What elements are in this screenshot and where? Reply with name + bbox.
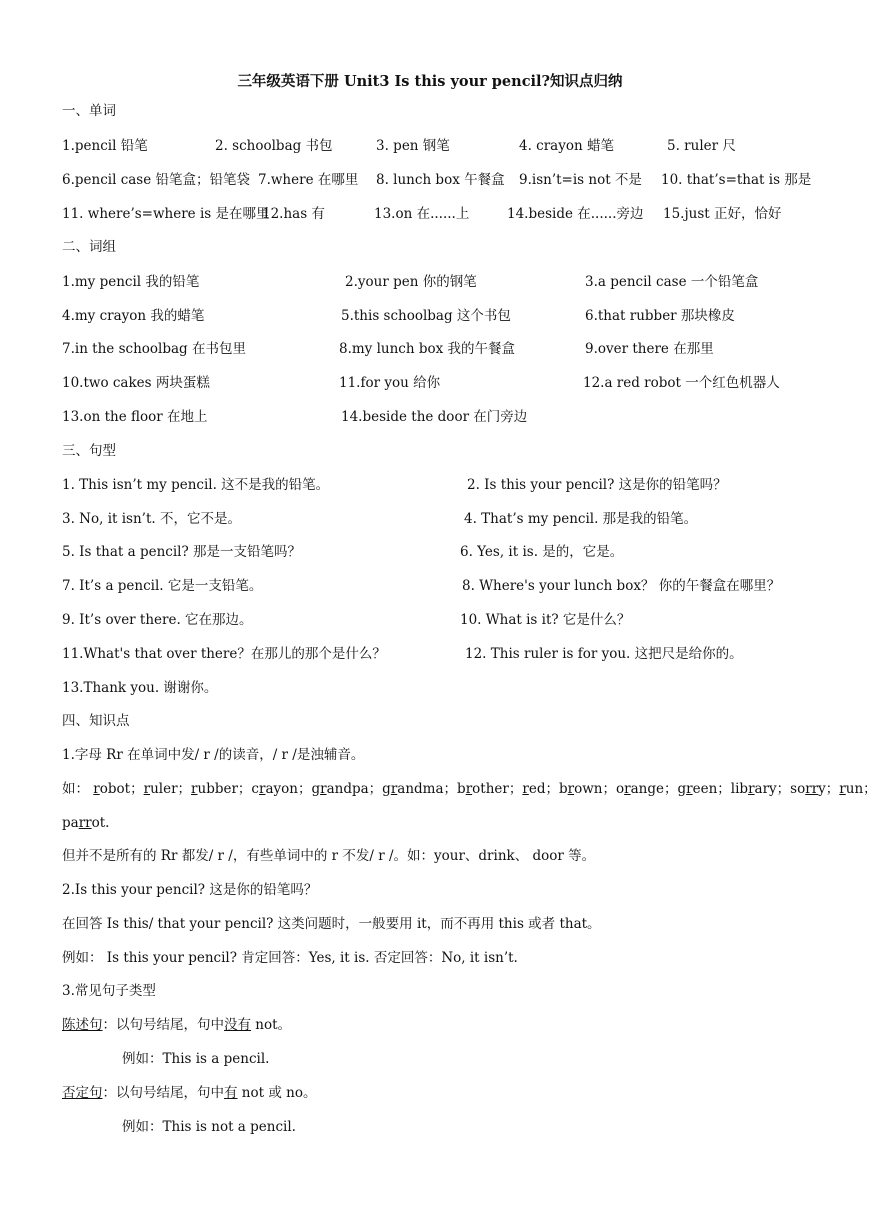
example-word-continued: parrot. [62,815,110,831]
phrase-item: 7.in the schoolbag 在书包里 [62,341,246,357]
sentence-item: 1. This isn’t my pencil. 这不是我的铅笔。 [62,477,330,493]
phrase-item: 4.my crayon 我的蜡笔 [62,308,205,324]
example-word: library； [730,781,791,797]
word-item: 4. crayon 蜡笔 [519,138,614,154]
phrase-item: 10.two cakes 两块蛋糕 [62,375,210,391]
sentence-item: 10. What is it? 它是什么？ [460,612,631,628]
knowledge-paragraph: 3.常见句子类型 [62,983,156,999]
example-word: green； [677,781,731,797]
phrase-item: 2.your pen 你的钢笔 [345,274,477,290]
example-word: brown； [558,781,616,797]
word-item: 9.isn’t=is not 不是 [519,172,642,188]
sentence-item: 9. It’s over there. 它在那边。 [62,612,253,628]
example-word: ruler； [143,781,192,797]
sentence-item: 2. Is this your pencil? 这是你的铅笔吗？ [467,477,727,493]
sentence-item: 8. Where's your lunch box？ 你的午餐盒在哪里？ [462,578,781,594]
sentence-type-label: 否定句 [62,1085,103,1101]
section-heading-sentences: 三、句型 [62,443,116,459]
word-item: 2. schoolbag 书包 [215,138,333,154]
word-item: 13.on 在......上 [374,206,470,222]
sentence-type-declarative: 陈述句：以句号结尾，句中没有 not。 [62,1017,292,1033]
example-word: sorry； [790,781,840,797]
knowledge-paragraph: 在回答 Is this/ that your pencil? 这类问题时，一般要用 it，而不再用 this 或者 that。 [62,916,601,932]
sentence-type-negative: 否定句：以句号结尾，句中有 not 或 no。 [62,1085,317,1101]
sentence-type-example: 例如：This is a pencil. [122,1051,270,1067]
example-word-list [62,783,877,797]
knowledge-paragraph: 例如： Is this your pencil? 肯定回答：Yes, it is. 否定回答：No, it isn’t. [62,950,518,966]
example-word: grandpa； [311,781,383,797]
phrase-item: 11.for you 给你 [339,375,441,391]
example-word: rubber； [191,781,252,797]
example-word: orange； [615,781,678,797]
phrase-item: 8.my lunch box 我的午餐盒 [339,341,516,357]
page-title: 三年级英语下册 Unit3 Is this your pencil?知识点归纳 [237,73,623,90]
knowledge-paragraph: 2.Is this your pencil? 这是你的铅笔吗？ [62,882,318,898]
word-item: 5. ruler 尺 [667,138,736,154]
phrase-item: 12.a red robot 一个红色机器人 [583,375,780,391]
word-item: 7.where 在哪里 [258,172,359,188]
word-item: 1.pencil 铅笔 [62,138,148,154]
sentence-item: 3. No, it isn’t. 不，它不是。 [62,511,241,527]
sentence-item: 4. That’s my pencil. 那是我的铅笔。 [464,511,698,527]
example-word: grandma； [382,781,458,797]
sentence-item: 11.What's that over there？在那儿的那个是什么？ [62,646,386,662]
phrase-item: 9.over there 在那里 [585,341,714,357]
word-item: 14.beside 在......旁边 [507,206,644,222]
knowledge-paragraph: 但并不是所有的 Rr 都发/ r /，有些单词中的 r 不发/ r /。如：your、drink、 door 等。 [62,848,596,864]
sentence-type-label: 陈述句 [62,1017,103,1033]
phrase-item: 14.beside the door 在门旁边 [341,409,528,425]
example-word: run； [839,781,877,797]
word-item: 11. where’s=where is 是在哪里 [62,206,270,222]
example-word: red； [522,781,559,797]
knowledge-paragraph: 1.字母 Rr 在单词中发/ r /的读音，/ r /是浊辅音。 [62,747,365,763]
section-heading-words: 一、单词 [62,103,116,119]
phrase-item: 3.a pencil case 一个铅笔盒 [585,274,759,290]
sentence-item: 5. Is that a pencil? 那是一支铅笔吗？ [62,544,301,560]
example-word: brother； [457,781,523,797]
example-prefix: 如： [62,781,89,797]
example-word: robot； [93,781,144,797]
section-heading-knowledge: 四、知识点 [62,713,130,729]
word-item: 8. lunch box 午餐盒 [376,172,505,188]
phrase-item: 5.this schoolbag 这个书包 [341,308,511,324]
example-word: crayon； [251,781,312,797]
word-item: 6.pencil case 铅笔盒；铅笔袋 [62,172,251,188]
word-item: 10. that’s=that is 那是 [661,172,812,188]
sentence-item: 6. Yes, it is. 是的，它是。 [460,544,624,560]
sentence-type-example: 例如：This is not a pencil. [122,1119,296,1135]
sentence-item: 12. This ruler is for you. 这把尺是给你的。 [465,646,743,662]
phrase-item: 1.my pencil 我的铅笔 [62,274,200,290]
word-item: 12.has 有 [262,206,325,222]
phrase-item: 13.on the floor 在地上 [62,409,208,425]
word-item: 3. pen 钢笔 [376,138,450,154]
sentence-item: 13.Thank you. 谢谢你。 [62,680,218,696]
sentence-item: 7. It’s a pencil. 它是一支铅笔。 [62,578,263,594]
section-heading-phrases: 二、词组 [62,239,116,255]
phrase-item: 6.that rubber 那块橡皮 [585,308,735,324]
word-item: 15.just 正好，恰好 [663,206,782,222]
